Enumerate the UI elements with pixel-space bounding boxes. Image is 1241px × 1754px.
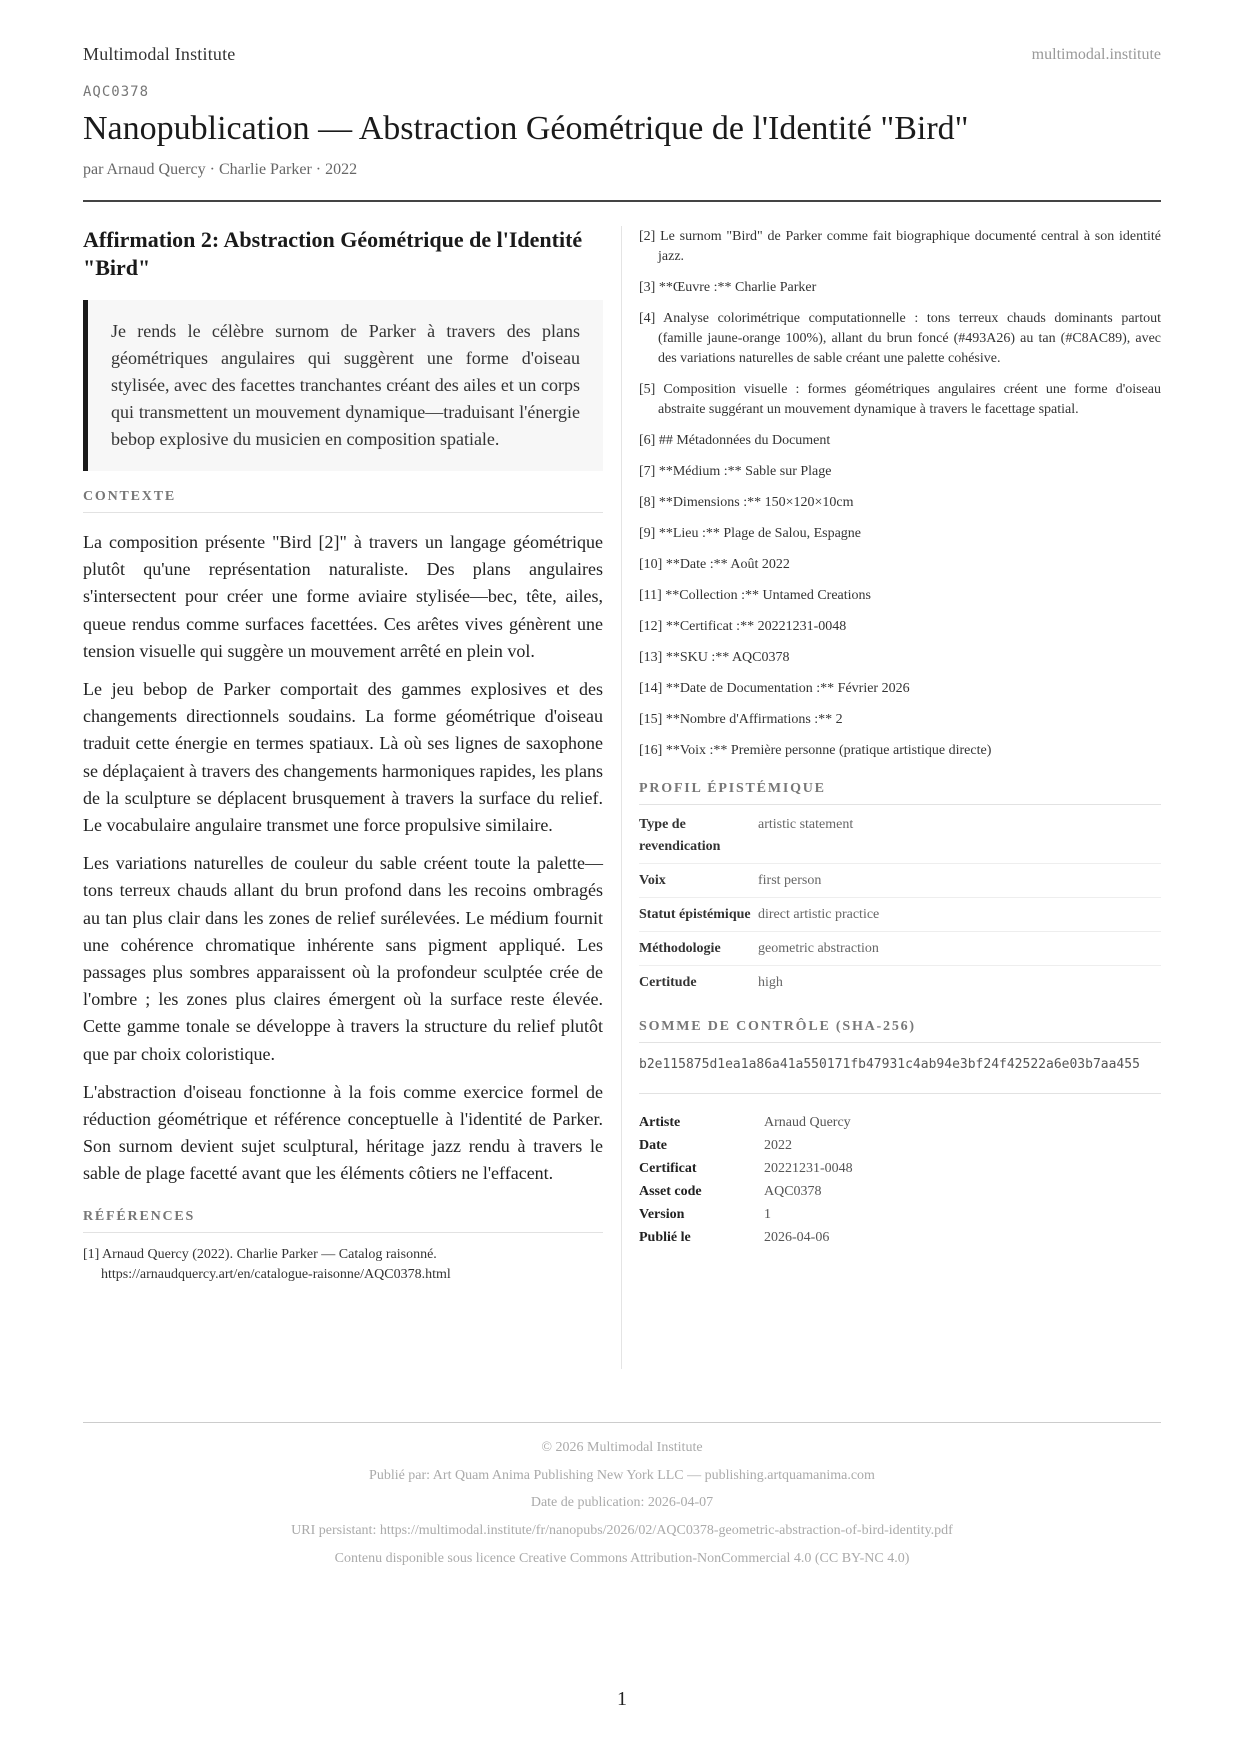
claim-quote: Je rends le célèbre surnom de Parker à travers des plans géométriques angulaires qui suggèrent une forme d'oiseau stylisée, avec des facettes tranchantes créant des ailes et un corps qui transmettent un mouvement dynamique—traduisant l'énergie bebop explosive du musicien en composition spatiale. xyxy=(83,300,603,471)
context-heading: CONTEXTE xyxy=(83,489,603,513)
metadata-key: Date xyxy=(639,1138,667,1153)
footer-license: Contenu disponible sous licence Creative Commons Attribution-NonCommercial 4.0 (CC BY-NC 4.0) xyxy=(334,1550,910,1566)
profile-value: geometric abstraction xyxy=(758,941,879,956)
note-item: [11] **Collection :** Untamed Creations xyxy=(639,588,871,603)
footer-publication-date: Date de publication: 2026-04-07 xyxy=(530,1495,714,1511)
metadata-row xyxy=(639,1226,1161,1249)
byline: par Arnaud Quercy · Charlie Parker · 2022 xyxy=(83,161,358,178)
footer-copyright: © 2026 Multimodal Institute xyxy=(541,1440,703,1455)
note-item: [10] **Date :** Août 2022 xyxy=(639,557,790,572)
metadata-key: Publié le xyxy=(639,1230,691,1245)
note-item: [14] **Date de Documentation :** Février 2026 xyxy=(639,681,910,696)
profile-value: first person xyxy=(758,873,822,888)
profile-table xyxy=(639,808,1161,999)
note-item: [2] Le surnom "Bird" de Parker comme fait biographique documenté central à son identité jazz. xyxy=(639,229,1161,264)
note-item: [15] **Nombre d'Affirmations :** 2 xyxy=(639,712,843,727)
document-page xyxy=(83,0,1161,1754)
note-item: [3] **Œuvre :** Charlie Parker xyxy=(639,280,817,295)
context-paragraph: Les variations naturelles de couleur du sable créent toute la palette—tons terreux chauds allant du brun profond dans les recoins ombragés au tan plus clair dans les zones de relief surélevées. Le médium fournit une cohérence chromatique inhérente sans pigment appliqué. Les passages plus sombres apparaissent où la profondeur sculptée crée de l'ombre ; les zones plus claires émergent où la surface reste élevée. Cette gamme tonale se développe à travers la structure du relief plutôt que par choix coloristique. xyxy=(83,853,603,1064)
profile-row xyxy=(639,864,1161,898)
checksum-value: b2e115875d1ea1a86a41a550171fb47931c4ab94e3bf24f42522a6e03b7aa455 xyxy=(639,1055,1161,1094)
note-item: [6] ## Métadonnées du Document xyxy=(639,433,831,448)
metadata-value: Arnaud Quercy xyxy=(764,1115,851,1130)
profile-heading: PROFIL ÉPISTÉMIQUE xyxy=(639,781,1161,805)
profile-key: Type de revendication xyxy=(639,817,721,854)
profile-key: Méthodologie xyxy=(639,941,721,956)
note-item: [12] **Certificat :** 20221231-0048 xyxy=(639,619,847,634)
profile-value: direct artistic practice xyxy=(758,907,880,922)
profile-value: artistic statement xyxy=(758,817,854,832)
note-item: [9] **Lieu :** Plage de Salou, Espagne xyxy=(639,526,862,541)
profile-key: Statut épistémique xyxy=(639,907,751,922)
note-item: [16] **Voix :** Première personne (pratique artistique directe) xyxy=(639,743,992,758)
context-paragraph: La composition présente "Bird [2]" à travers un langage géométrique plutôt qu'une représentation naturaliste. Des plans angulaires s'intersectent pour créer une forme aviaire stylisée—bec, tête, ailes, queue rendus comme surfaces facettées. Ces arêtes vives génèrent une tension visuelle qui suggère un mouvement arrêté en plein vol. xyxy=(83,532,603,661)
context-paragraph: Le jeu bebop de Parker comportait des gammes explosives et des changements directionnels soudains. La forme géométrique d'oiseau traduit cette énergie en termes spatiaux. Là où ses lignes de saxophone se déplaçaient à travers des changements harmoniques rapides, les plans de la sculpture se déplacent brusquement à travers la surface du relief. Le vocabulaire angulaire transmet une force propulsive similaire. xyxy=(83,679,603,836)
site-url[interactable]: multimodal.institute xyxy=(1031,46,1161,63)
metadata-row xyxy=(639,1157,1161,1180)
metadata-value: AQC0378 xyxy=(764,1184,822,1199)
references-heading: RÉFÉRENCES xyxy=(83,1209,603,1233)
header-divider xyxy=(83,200,1161,202)
asset-code: AQC0378 xyxy=(83,84,150,100)
metadata-key: Certificat xyxy=(639,1161,697,1176)
profile-row xyxy=(639,898,1161,932)
page-title: Nanopublication — Abstraction Géométrique de l'Identité "Bird" xyxy=(83,110,969,147)
note-item: [7] **Médium :** Sable sur Plage xyxy=(639,464,832,479)
metadata-key: Asset code xyxy=(639,1184,702,1199)
metadata-table xyxy=(639,1111,1161,1249)
metadata-key: Version xyxy=(639,1207,685,1222)
profile-key: Voix xyxy=(639,873,666,888)
footer-divider xyxy=(83,1422,1161,1423)
side-column xyxy=(639,227,1161,1249)
note-item: [4] Analyse colorimétrique computationnelle : tons terreux chauds dominants partout (famille jaune-orange 100%), allant du brun foncé (#493A26) au tan (#C8AC89), avec des variations naturelles de sable créant une palette cohésive. xyxy=(639,311,1161,366)
metadata-row xyxy=(639,1134,1161,1157)
checksum-heading: SOMME DE CONTRÔLE (SHA-256) xyxy=(639,1019,1161,1043)
metadata-row xyxy=(639,1180,1161,1203)
footer-persistent-uri[interactable]: URI persistant: https://multimodal.institute/fr/nanopubs/2026/02/AQC0378-geometric-abstraction-of-bird-identity.pdf xyxy=(291,1523,953,1539)
metadata-value: 2022 xyxy=(764,1138,792,1153)
metadata-row xyxy=(639,1203,1161,1226)
footer-publisher: Publié par: Art Quam Anima Publishing New York LLC — publishing.artquamanima.com xyxy=(369,1467,875,1483)
metadata-value: 2026-04-06 xyxy=(764,1230,830,1245)
institute-name: Multimodal Institute xyxy=(83,44,236,64)
main-column xyxy=(83,226,603,1285)
claim-title: Affirmation 2: Abstraction Géométrique de l'Identité "Bird" xyxy=(83,227,583,280)
profile-row xyxy=(639,808,1161,864)
profile-key: Certitude xyxy=(639,975,697,990)
page-number: 1 xyxy=(617,1688,627,1710)
page-footer xyxy=(83,1438,1161,1576)
profile-value: high xyxy=(758,975,783,990)
metadata-value: 1 xyxy=(764,1207,771,1222)
note-item: [13] **SKU :** AQC0378 xyxy=(639,650,790,665)
metadata-value: 20221231-0048 xyxy=(764,1161,853,1176)
profile-row xyxy=(639,932,1161,966)
column-divider xyxy=(621,226,622,1369)
reference-item[interactable]: [1] Arnaud Quercy (2022). Charlie Parker — Catalog raisonné. https://arnaudquercy.art/en/catalogue-raisonne/AQC0378.html xyxy=(83,1246,451,1282)
notes-list xyxy=(639,227,1161,761)
note-item: [8] **Dimensions :** 150×120×10cm xyxy=(639,495,854,510)
note-item: [5] Composition visuelle : formes géométriques angulaires créent une forme d'oiseau abstraite suggérant un mouvement dynamique à travers le facettage spatial. xyxy=(639,382,1161,417)
metadata-key: Artiste xyxy=(639,1115,681,1130)
profile-row xyxy=(639,966,1161,999)
context-paragraph: L'abstraction d'oiseau fonctionne à la fois comme exercice formel de réduction géométrique et référence conceptuelle à l'identité de Parker. Son surnom devient sujet sculptural, héritage jazz rendu à travers le sable de plage facetté avant que les éléments côtiers ne l'effacent. xyxy=(83,1081,603,1184)
page-header xyxy=(83,44,1161,68)
metadata-row xyxy=(639,1111,1161,1134)
